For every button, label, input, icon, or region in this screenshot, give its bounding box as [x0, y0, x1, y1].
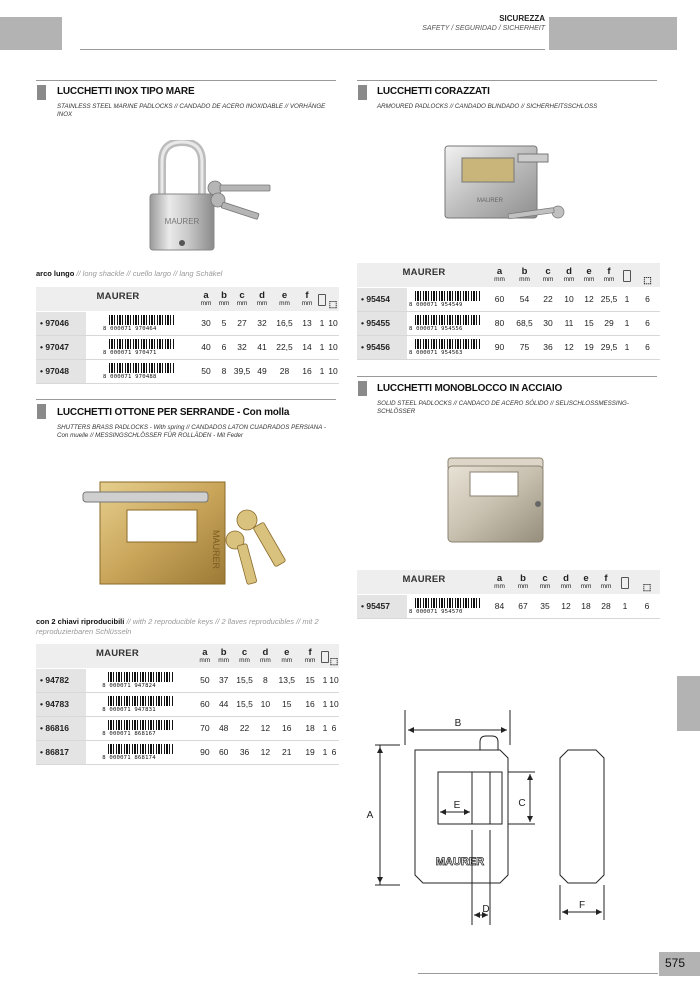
monoblocco-product-table — [357, 570, 660, 619]
svg-text:MAURER: MAURER — [211, 530, 221, 570]
table-row: • 95456 8 000071 954563 90 75 36 12 19 29,5 1 6 — [357, 335, 660, 359]
section-monoblocco-marker — [358, 381, 367, 396]
table-row: • 97047 8 000071 970471 40 6 32 41 22,5 14 1 10 — [36, 335, 339, 359]
col-f: f mm — [600, 572, 612, 590]
side-tab — [677, 676, 700, 731]
solid-steel-padlock-image — [440, 452, 555, 547]
header-subtitle: SAFETY / SEGURIDAD / SICHERHEIT — [422, 25, 545, 32]
diagram-side-view — [560, 750, 604, 883]
section-ottone-marker — [37, 404, 46, 419]
col-c: c mm — [236, 289, 248, 307]
table-row: • 95455 8 000071 954556 80 68,5 30 11 15 29 1 6 — [357, 311, 660, 335]
brand-logo: MAURER — [96, 648, 139, 660]
pack-unit-icon — [616, 570, 634, 594]
barcode: 8 000071 970488 — [103, 362, 179, 380]
col-b: b mm — [519, 265, 530, 283]
col-f: f mm — [304, 646, 316, 664]
pack-unit-icon — [619, 263, 635, 287]
header-title: SICUREZZA — [499, 14, 545, 23]
col-d: d mm — [563, 265, 575, 283]
col-b: b mm — [218, 646, 230, 664]
col-d: d mm — [256, 289, 268, 307]
diagram-label-c: C — [518, 798, 526, 809]
section-monoblocco-subtitle: SOLID STEEL PADLOCKS // CANDACO DE ACERO SÓLIDO // SELISCHLOSSMESSING-SCHLÖSSER — [377, 400, 629, 415]
diagram-label-e: E — [453, 800, 461, 811]
col-a: a mm — [494, 265, 505, 283]
box-icon: ⬚ — [642, 581, 652, 592]
section-inox-subtitle: STAINLESS STEEL MARINE PADLOCKS // CANDADO DE ACERO INOXIDABLE // VORHÄNGE INOX — [57, 103, 326, 118]
inox-padlock-image — [140, 140, 280, 255]
table-row: • 95454 8 000071 954549 60 54 22 10 12 25,5 1 6 — [357, 287, 660, 311]
section-inox-title: LUCCHETTI INOX TIPO MARE — [57, 86, 195, 97]
barcode: 8 000071 868167 — [102, 719, 178, 737]
col-a: a mm — [199, 646, 211, 664]
col-b: b mm — [218, 289, 230, 307]
col-d: d mm — [259, 646, 271, 664]
section-inox-rule — [36, 80, 336, 81]
section-ottone-title: LUCCHETTI OTTONE PER SERRANDE - Con molla — [57, 407, 290, 418]
diagram-label-b: B — [454, 718, 462, 729]
col-a: a mm — [200, 289, 212, 307]
section-corazzati-rule — [357, 80, 657, 81]
diagram-label-a: A — [366, 810, 374, 821]
barcode: 8 000071 970471 — [103, 338, 179, 356]
brand-logo: MAURER — [96, 291, 140, 303]
brass-padlock-image — [75, 470, 305, 590]
table-row: • 95457 8 000071 954570 84 67 35 12 18 28 1 6 — [357, 594, 660, 618]
col-f: f mm — [301, 289, 313, 307]
barcode: 8 000071 947824 — [102, 671, 178, 689]
col-c: c mm — [542, 265, 554, 283]
col-e: e mm — [279, 289, 290, 307]
box-icon: ⬚ — [329, 655, 339, 666]
dimension-diagram — [360, 700, 620, 925]
section-inox-marker — [37, 85, 46, 100]
section-monoblocco-title: LUCCHETTI MONOBLOCCO IN ACCIAIO — [377, 383, 563, 394]
barcode: 8 000071 947831 — [102, 695, 178, 713]
table-row: • 97048 8 000071 970488 50 8 39,5 49 28 16 1 10 — [36, 359, 339, 383]
barcode: 8 000071 954549 — [409, 290, 485, 308]
table-row: • 86817 8 000071 868174 90 60 36 12 21 19 1 6 — [36, 740, 339, 764]
col-b: b mm — [517, 572, 529, 590]
table-row: • 86816 8 000071 868167 70 48 22 12 16 18 1 6 — [36, 716, 339, 740]
diagram-label-f: F — [578, 900, 586, 911]
ottone-variant-label: con 2 chiavi riproducibili // with 2 reproducible keys // 2 llaves reproducibles // mit 2 reproduzierbaren Schlüsseln — [36, 617, 319, 636]
brand-logo: MAURER — [402, 267, 446, 279]
barcode: 8 000071 970464 — [103, 314, 179, 332]
barcode: 8 000071 954556 — [409, 314, 485, 332]
barcode: 8 000071 868174 — [102, 743, 178, 761]
pack-unit-icon — [321, 644, 329, 668]
box-icon: ⬚ — [328, 298, 338, 309]
table-row: • 94783 8 000071 947831 60 44 15,5 10 15 16 1 10 — [36, 692, 339, 716]
svg-text:MAURER: MAURER — [164, 217, 200, 226]
section-corazzati-subtitle: ARMOURED PADLOCKS // CANDADO BLINDADO // SICHERHEITSSCHLOSS — [377, 103, 598, 110]
diagram-shackle — [480, 736, 498, 750]
inox-product-table — [36, 287, 339, 384]
page-number: 575 — [665, 956, 686, 970]
barcode: 8 000071 954570 — [409, 597, 485, 615]
col-c: c mm — [539, 572, 551, 590]
col-e: e mm — [580, 572, 592, 590]
header-rule — [80, 49, 545, 50]
col-e: e mm — [281, 646, 293, 664]
table-row: • 94782 8 000071 947824 50 37 15,5 8 13,5 15 1 10 — [36, 668, 339, 692]
diagram-logo: MAURER — [435, 856, 485, 868]
header-right-block — [549, 17, 677, 50]
footer-rule — [418, 973, 658, 974]
armoured-padlock-image — [440, 140, 570, 235]
barcode: 8 000071 954563 — [409, 338, 485, 356]
pack-unit-icon — [317, 287, 327, 311]
col-c: c mm — [239, 646, 250, 664]
col-d: d mm — [560, 572, 572, 590]
diagram-label-d: D — [482, 904, 490, 915]
inox-variant-label: arco lungo // long shackle // cuello largo // lang Schäkel — [36, 269, 223, 278]
col-e: e mm — [583, 265, 595, 283]
corazzati-product-table — [357, 263, 660, 360]
table-row: • 97046 8 000071 970464 30 5 27 32 16,5 13 1 10 — [36, 311, 339, 335]
section-corazzati-title: LUCCHETTI CORAZZATI — [377, 86, 490, 97]
col-f: f mm — [603, 265, 615, 283]
section-monoblocco-rule — [357, 376, 657, 377]
header-left-block — [0, 17, 62, 50]
svg-text:MAURER: MAURER — [476, 198, 504, 204]
col-a: a mm — [494, 572, 505, 590]
box-icon: ⬚ — [643, 274, 652, 285]
section-ottone-subtitle: SHUTTERS BRASS PADLOCKS - With spring // CANDADOS LATON CUADRADOS PERSIANA - Con muelle // MESSINGSCHLÖSSER FÜR ROLLÄDEN - Mit Feder — [57, 424, 326, 439]
diagram-slot — [438, 772, 502, 824]
ottone-product-table — [36, 644, 339, 765]
section-corazzati-marker — [358, 85, 367, 100]
section-ottone-rule — [36, 399, 336, 400]
brand-logo: MAURER — [402, 574, 446, 586]
